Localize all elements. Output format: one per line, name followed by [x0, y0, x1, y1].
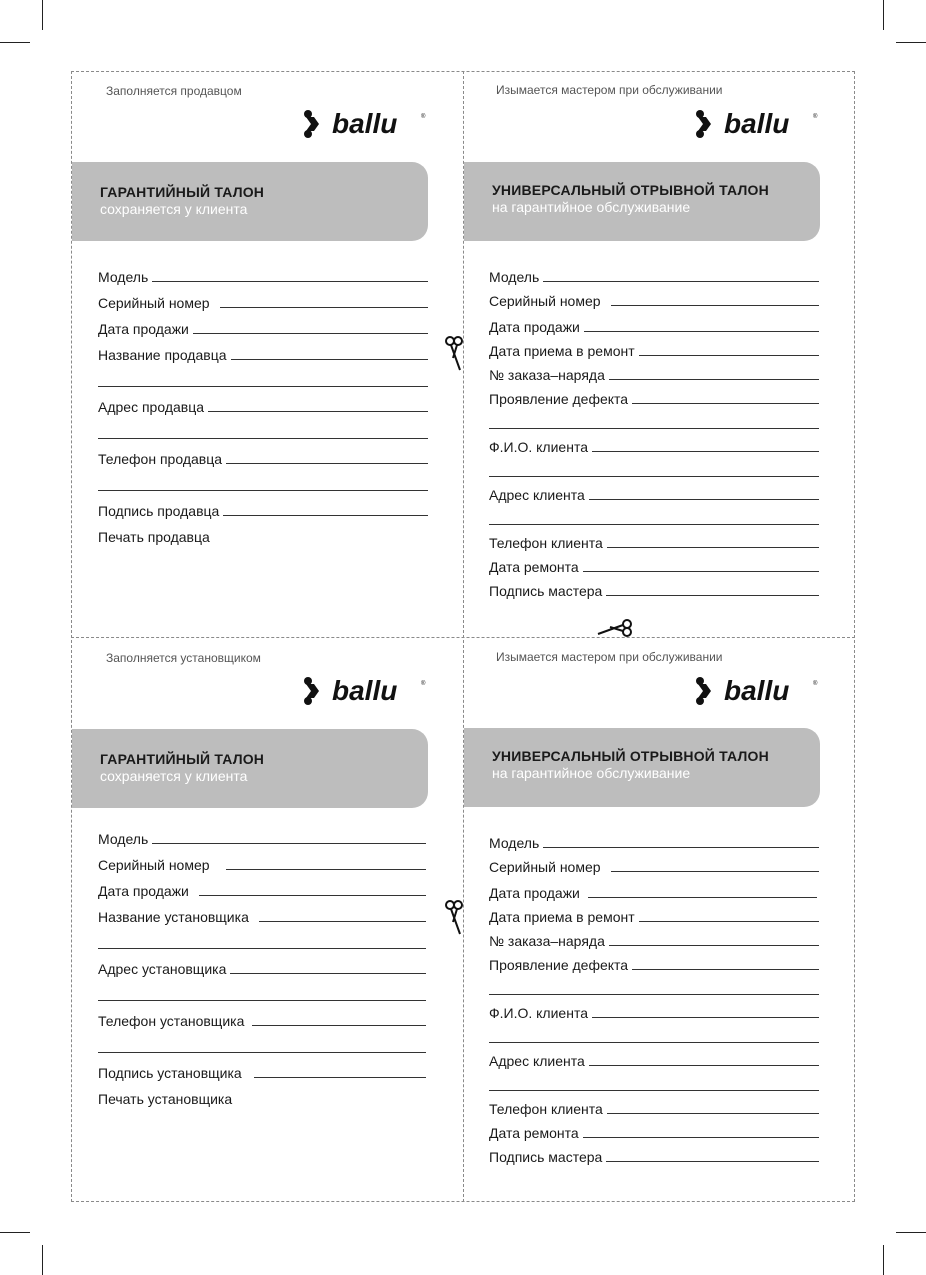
card-subtitle: сохраняется у клиента: [100, 201, 248, 217]
blank-line[interactable]: [489, 476, 819, 477]
ballu-logo: [694, 675, 819, 707]
field-sale-date[interactable]: Дата продажи: [489, 882, 817, 902]
brand-name: ballu: [332, 675, 398, 706]
panel-note: Изымается мастером при обслуживании: [496, 83, 723, 97]
field-client-address[interactable]: Адрес клиента: [489, 484, 819, 504]
field-seller-address[interactable]: Адрес продавца: [98, 396, 428, 416]
crop-mark: [883, 1245, 884, 1275]
field-installer-phone[interactable]: Телефон установщика: [98, 1010, 426, 1030]
card-title: УНИВЕРСАЛЬНЫЙ ОТРЫВНОЙ ТАЛОН: [492, 748, 769, 764]
field-work-order[interactable]: № заказа–наряда: [489, 364, 819, 384]
field-serial[interactable]: Серийный номер: [98, 292, 428, 312]
title-banner: [72, 729, 428, 808]
blank-line[interactable]: [489, 428, 819, 429]
field-sale-date[interactable]: Дата продажи: [98, 880, 426, 900]
svg-text:®: ®: [813, 681, 818, 687]
ballu-logo: [694, 108, 819, 140]
horizontal-cut-line: [71, 637, 855, 638]
scissors-icon: [596, 618, 634, 638]
scissors-icon: [444, 898, 464, 936]
field-client-phone[interactable]: Телефон клиента: [489, 532, 819, 552]
crop-mark: [883, 0, 884, 30]
blank-line[interactable]: [98, 490, 428, 491]
crop-mark: [0, 42, 30, 43]
field-client-phone[interactable]: Телефон клиента: [489, 1098, 819, 1118]
seller-stamp-label: Печать продавца: [98, 529, 210, 545]
card-subtitle: на гарантийное обслуживание: [492, 765, 691, 781]
blank-line[interactable]: [98, 438, 428, 439]
field-seller-phone[interactable]: Телефон продавца: [98, 448, 428, 468]
panel-note: Заполняется продавцом: [106, 84, 242, 98]
field-client-name[interactable]: Ф.И.О. клиента: [489, 436, 819, 456]
ballu-logo: [302, 108, 427, 140]
title-banner: [464, 728, 820, 807]
field-master-signature[interactable]: Подпись мастера: [489, 1146, 819, 1166]
brand-name: ballu: [332, 108, 398, 139]
card-title: ГАРАНТИЙНЫЙ ТАЛОН: [100, 184, 265, 200]
crop-mark: [42, 0, 43, 30]
field-serial[interactable]: Серийный номер: [489, 290, 819, 310]
brand-name: ballu: [724, 675, 790, 706]
ballu-logo: [302, 675, 427, 707]
field-master-signature[interactable]: Подпись мастера: [489, 580, 819, 600]
blank-line[interactable]: [98, 1000, 426, 1001]
title-banner: [464, 162, 820, 241]
scissors-icon: [444, 334, 464, 372]
blank-line[interactable]: [489, 1090, 819, 1091]
field-repair-date[interactable]: Дата ремонта: [489, 556, 819, 576]
field-model[interactable]: Модель: [489, 266, 819, 286]
crop-mark: [42, 1245, 43, 1275]
field-client-address[interactable]: Адрес клиента: [489, 1050, 819, 1070]
field-serial[interactable]: Серийный номер: [98, 854, 426, 874]
field-sale-date[interactable]: Дата продажи: [489, 316, 819, 336]
blank-line[interactable]: [98, 386, 428, 387]
card-subtitle: на гарантийное обслуживание: [492, 199, 691, 215]
crop-mark: [0, 1232, 30, 1233]
field-serial[interactable]: Серийный номер: [489, 856, 819, 876]
field-defect[interactable]: Проявление дефекта: [489, 388, 819, 408]
field-repair-intake-date[interactable]: Дата приема в ремонт: [489, 906, 819, 926]
field-model[interactable]: Модель: [98, 828, 426, 848]
title-banner: [72, 162, 428, 241]
field-repair-date[interactable]: Дата ремонта: [489, 1122, 819, 1142]
card-title: УНИВЕРСАЛЬНЫЙ ОТРЫВНОЙ ТАЛОН: [492, 182, 769, 198]
blank-line[interactable]: [98, 1052, 426, 1053]
field-seller-signature[interactable]: Подпись продавца: [98, 500, 428, 520]
crop-mark: [896, 1232, 926, 1233]
field-installer-signature[interactable]: Подпись установщика: [98, 1062, 426, 1082]
field-sale-date[interactable]: Дата продажи: [98, 318, 428, 338]
field-installer-address[interactable]: Адрес установщика: [98, 958, 426, 978]
field-model[interactable]: Модель: [98, 266, 428, 286]
panel-note: Заполняется установщиком: [106, 651, 261, 665]
svg-text:®: ®: [421, 681, 426, 687]
svg-text:®: ®: [813, 114, 818, 120]
field-repair-intake-date[interactable]: Дата приема в ремонт: [489, 340, 819, 360]
svg-text:®: ®: [421, 114, 426, 120]
field-model[interactable]: Модель: [489, 832, 819, 852]
field-work-order[interactable]: № заказа–наряда: [489, 930, 819, 950]
blank-line[interactable]: [489, 994, 819, 995]
field-client-name[interactable]: Ф.И.О. клиента: [489, 1002, 819, 1022]
installer-stamp-label: Печать установщика: [98, 1091, 233, 1107]
field-defect[interactable]: Проявление дефекта: [489, 954, 819, 974]
blank-line[interactable]: [489, 524, 819, 525]
field-seller-name[interactable]: Название продавца: [98, 344, 428, 364]
brand-name: ballu: [724, 108, 790, 139]
card-subtitle: сохраняется у клиента: [100, 768, 248, 784]
blank-line[interactable]: [489, 1042, 819, 1043]
card-title: ГАРАНТИЙНЫЙ ТАЛОН: [100, 751, 265, 767]
field-installer-name[interactable]: Название установщика: [98, 906, 426, 926]
crop-mark: [896, 42, 926, 43]
panel-note: Изымается мастером при обслуживании: [496, 650, 723, 664]
blank-line[interactable]: [98, 948, 426, 949]
